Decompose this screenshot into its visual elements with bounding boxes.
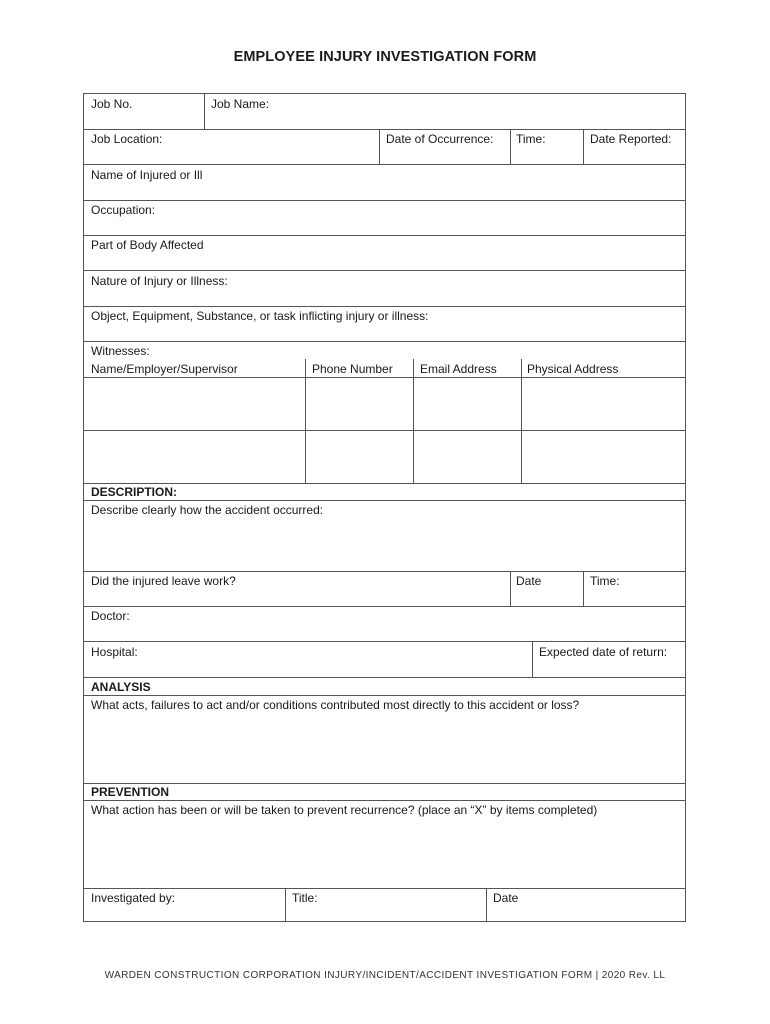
analysis-heading: ANALYSIS: [91, 680, 151, 694]
investigated-by-label: Investigated by:: [91, 891, 176, 905]
divider: [84, 800, 685, 801]
injury-form: [83, 93, 686, 922]
expected-return-field[interactable]: [533, 642, 685, 677]
divider: [84, 783, 685, 784]
left-work-field[interactable]: [84, 572, 510, 606]
signoff-date-field[interactable]: [487, 889, 685, 922]
job-location-label: Job Location:: [91, 132, 163, 146]
job-name-label: Job Name:: [211, 97, 270, 111]
time-field[interactable]: [511, 130, 583, 164]
hospital-label: Hospital:: [91, 645, 138, 659]
witness-col-name: Name/Employer/Supervisor: [91, 362, 238, 376]
analysis-prompt: What acts, failures to act and/or conditions contributed most directly to this accident or loss?: [91, 698, 580, 712]
left-work-label: Did the injured leave work?: [91, 574, 236, 588]
expected-return-label: Expected date of return:: [539, 645, 668, 659]
name-of-injured-label: Name of Injured or Ill: [91, 168, 203, 182]
nature-of-injury-label: Nature of Injury or Illness:: [91, 274, 228, 288]
witness-1-name-field[interactable]: [84, 378, 305, 430]
object-equipment-label: Object, Equipment, Substance, or task inflicting injury or illness:: [91, 309, 429, 323]
name-of-injured-field[interactable]: [84, 165, 685, 200]
left-work-date-label: Date: [516, 574, 542, 588]
left-work-date-field[interactable]: [511, 572, 583, 606]
time-label: Time:: [516, 132, 546, 146]
witness-2-name-field[interactable]: [84, 431, 305, 483]
prevention-field[interactable]: [84, 819, 685, 888]
witness-2-email-field[interactable]: [414, 431, 521, 483]
witness-1-email-field[interactable]: [414, 378, 521, 430]
date-of-occurrence-field[interactable]: [380, 130, 510, 164]
witness-2-address-field[interactable]: [522, 431, 685, 483]
description-heading: DESCRIPTION:: [91, 485, 178, 499]
hospital-field[interactable]: [84, 642, 532, 677]
divider: [84, 695, 685, 696]
nature-of-injury-field[interactable]: [84, 271, 685, 306]
description-field[interactable]: [84, 518, 685, 571]
occupation-field[interactable]: [84, 201, 685, 235]
divider: [84, 500, 685, 501]
page-title: EMPLOYEE INJURY INVESTIGATION FORM: [233, 49, 537, 65]
divider: [84, 677, 685, 678]
object-equipment-field[interactable]: [84, 307, 685, 341]
signoff-date-label: Date: [493, 891, 519, 905]
signoff-title-field[interactable]: [286, 889, 486, 922]
part-of-body-label: Part of Body Affected: [91, 238, 204, 252]
occupation-label: Occupation:: [91, 203, 156, 217]
witness-col-email: Email Address: [420, 362, 497, 376]
date-of-occurrence-label: Date of Occurrence:: [386, 132, 494, 146]
divider: [84, 341, 685, 342]
witness-col-phone: Phone Number: [312, 362, 393, 376]
left-work-time-label: Time:: [590, 574, 620, 588]
witness-1-address-field[interactable]: [522, 378, 685, 430]
description-prompt: Describe clearly how the accident occurred:: [91, 503, 324, 517]
job-no-field[interactable]: [84, 94, 204, 129]
date-reported-label: Date Reported:: [590, 132, 672, 146]
witnesses-label: Witnesses:: [91, 344, 150, 358]
prevention-prompt: What action has been or will be taken to prevent recurrence? (place an “X” by items completed): [91, 803, 598, 817]
date-reported-field[interactable]: [584, 130, 685, 164]
divider: [84, 483, 685, 484]
analysis-field[interactable]: [84, 714, 685, 783]
witness-1-phone-field[interactable]: [306, 378, 413, 430]
witness-2-phone-field[interactable]: [306, 431, 413, 483]
witness-col-address: Physical Address: [527, 362, 619, 376]
left-work-time-field[interactable]: [584, 572, 685, 606]
prevention-heading: PREVENTION: [91, 785, 170, 799]
page-footer: WARDEN CONSTRUCTION CORPORATION INJURY/INCIDENT/ACCIDENT INVESTIGATION FORM | 2020 Rev. LL: [104, 970, 666, 981]
doctor-field[interactable]: [84, 607, 685, 641]
job-no-label: Job No.: [91, 97, 133, 111]
job-name-field[interactable]: [205, 94, 685, 129]
investigated-by-field[interactable]: [84, 889, 285, 922]
doctor-label: Doctor:: [91, 609, 130, 623]
job-location-field[interactable]: [84, 130, 379, 164]
signoff-title-label: Title:: [292, 891, 318, 905]
part-of-body-field[interactable]: [84, 236, 685, 270]
